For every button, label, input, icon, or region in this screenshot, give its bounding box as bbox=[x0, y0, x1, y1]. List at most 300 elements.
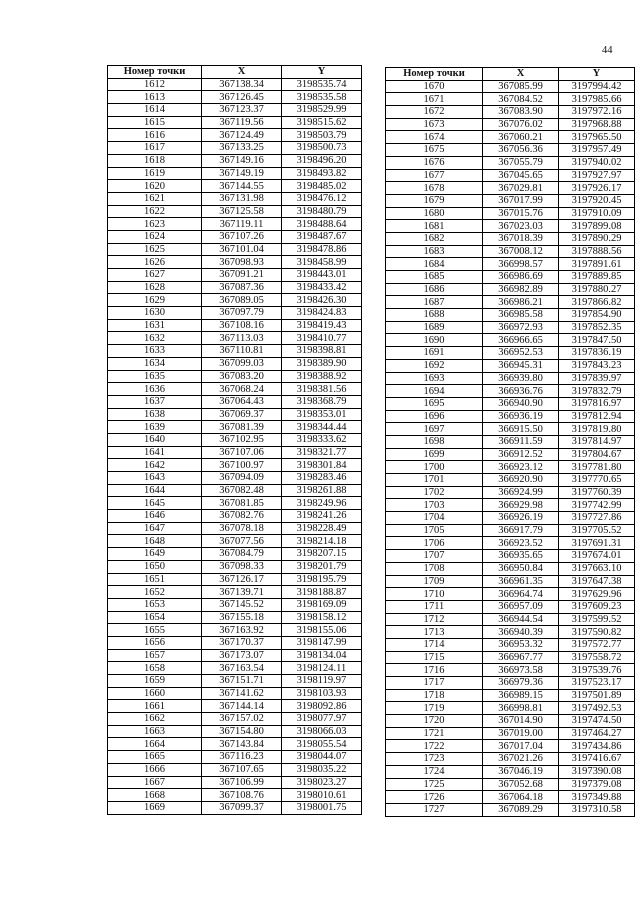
x-coordinate-cell: 366923.12 bbox=[483, 461, 559, 474]
point-number-cell: 1630 bbox=[108, 307, 202, 320]
y-coordinate-cell: 3197539.76 bbox=[559, 664, 635, 677]
x-coordinate-cell: 366982.89 bbox=[483, 283, 559, 296]
table-row bbox=[386, 651, 635, 664]
x-coordinate-cell: 367143.84 bbox=[202, 738, 282, 751]
point-number-cell: 1694 bbox=[386, 385, 483, 398]
point-number-cell: 1689 bbox=[386, 321, 483, 334]
point-number-cell: 1635 bbox=[108, 370, 202, 383]
x-coordinate-cell: 367014.90 bbox=[483, 715, 559, 728]
x-coordinate-cell: 367098.93 bbox=[202, 256, 282, 269]
y-coordinate-cell: 3198001.75 bbox=[282, 801, 362, 814]
point-number-cell: 1703 bbox=[386, 499, 483, 512]
x-coordinate-cell: 366935.65 bbox=[483, 550, 559, 563]
x-coordinate-cell: 366944.54 bbox=[483, 613, 559, 626]
table-row bbox=[386, 385, 635, 398]
point-number-cell: 1682 bbox=[386, 232, 483, 245]
table-row bbox=[386, 613, 635, 626]
table-row bbox=[386, 220, 635, 233]
y-coordinate-cell: 3197674.01 bbox=[559, 550, 635, 563]
table-row bbox=[108, 738, 362, 751]
y-coordinate-cell: 3197349.88 bbox=[559, 791, 635, 804]
point-number-cell: 1684 bbox=[386, 258, 483, 271]
point-number-cell: 1674 bbox=[386, 131, 483, 144]
table-row bbox=[108, 675, 362, 688]
point-number-cell: 1690 bbox=[386, 334, 483, 347]
point-number-cell: 1623 bbox=[108, 218, 202, 231]
table-row bbox=[108, 611, 362, 624]
table-row bbox=[108, 484, 362, 497]
table-row bbox=[386, 93, 635, 106]
table-row bbox=[386, 232, 635, 245]
table-row bbox=[108, 446, 362, 459]
x-coordinate-cell: 366929.98 bbox=[483, 499, 559, 512]
y-coordinate-cell: 3197629.96 bbox=[559, 588, 635, 601]
y-coordinate-cell: 3197434.86 bbox=[559, 740, 635, 753]
y-coordinate-cell: 3198493.82 bbox=[282, 167, 362, 180]
y-coordinate-cell: 3198478.86 bbox=[282, 243, 362, 256]
x-coordinate-cell: 366940.90 bbox=[483, 397, 559, 410]
point-number-cell: 1678 bbox=[386, 182, 483, 195]
x-coordinate-cell: 367077.56 bbox=[202, 535, 282, 548]
point-number-cell: 1643 bbox=[108, 472, 202, 485]
y-coordinate-cell: 3197968.88 bbox=[559, 118, 635, 131]
table-row bbox=[386, 245, 635, 258]
point-number-cell: 1670 bbox=[386, 80, 483, 93]
y-coordinate-cell: 3198389.90 bbox=[282, 357, 362, 370]
y-coordinate-cell: 3197889.85 bbox=[559, 271, 635, 284]
y-coordinate-cell: 3197814.97 bbox=[559, 435, 635, 448]
y-coordinate-cell: 3197940.02 bbox=[559, 156, 635, 169]
table-row bbox=[386, 689, 635, 702]
y-coordinate-cell: 3198207.15 bbox=[282, 548, 362, 561]
table-row bbox=[108, 294, 362, 307]
x-coordinate-cell: 366923.52 bbox=[483, 537, 559, 550]
point-number-cell: 1619 bbox=[108, 167, 202, 180]
table-row bbox=[108, 218, 362, 231]
point-number-cell: 1636 bbox=[108, 383, 202, 396]
table-row bbox=[386, 486, 635, 499]
x-coordinate-cell: 367149.16 bbox=[202, 154, 282, 167]
y-coordinate-cell: 3197760.39 bbox=[559, 486, 635, 499]
table-header-row bbox=[386, 68, 635, 81]
y-coordinate-cell: 3198333.62 bbox=[282, 433, 362, 446]
y-coordinate-cell: 3197880.27 bbox=[559, 283, 635, 296]
table-row bbox=[386, 309, 635, 322]
table-row bbox=[386, 562, 635, 575]
point-number-cell: 1649 bbox=[108, 548, 202, 561]
y-coordinate-cell: 3198458.99 bbox=[282, 256, 362, 269]
table-row bbox=[108, 687, 362, 700]
point-number-cell: 1664 bbox=[108, 738, 202, 751]
point-number-cell: 1668 bbox=[108, 789, 202, 802]
table-row bbox=[108, 535, 362, 548]
header-point-number: Номер точки bbox=[386, 68, 483, 81]
y-coordinate-cell: 3198155.06 bbox=[282, 624, 362, 637]
table-row bbox=[108, 370, 362, 383]
y-coordinate-cell: 3198103.93 bbox=[282, 687, 362, 700]
table-row bbox=[108, 243, 362, 256]
x-coordinate-cell: 366964.74 bbox=[483, 588, 559, 601]
x-coordinate-cell: 367151.71 bbox=[202, 675, 282, 688]
y-coordinate-cell: 3198480.79 bbox=[282, 205, 362, 218]
point-number-cell: 1661 bbox=[108, 700, 202, 713]
x-coordinate-cell: 367083.90 bbox=[483, 106, 559, 119]
x-coordinate-cell: 367139.71 bbox=[202, 586, 282, 599]
y-coordinate-cell: 3197972.16 bbox=[559, 106, 635, 119]
point-number-cell: 1648 bbox=[108, 535, 202, 548]
table-row bbox=[108, 789, 362, 802]
point-number-cell: 1709 bbox=[386, 575, 483, 588]
point-number-cell: 1721 bbox=[386, 727, 483, 740]
table-row bbox=[108, 269, 362, 282]
point-number-cell: 1637 bbox=[108, 395, 202, 408]
y-coordinate-cell: 3197590.82 bbox=[559, 626, 635, 639]
x-coordinate-cell: 366926.19 bbox=[483, 512, 559, 525]
point-number-cell: 1722 bbox=[386, 740, 483, 753]
y-coordinate-cell: 3197727.86 bbox=[559, 512, 635, 525]
table-row bbox=[108, 142, 362, 155]
y-coordinate-cell: 3198485.02 bbox=[282, 180, 362, 193]
table-body-right bbox=[386, 80, 635, 816]
y-coordinate-cell: 3198195.79 bbox=[282, 573, 362, 586]
header-x: X bbox=[483, 68, 559, 81]
table-row bbox=[386, 765, 635, 778]
y-coordinate-cell: 3197957.49 bbox=[559, 144, 635, 157]
point-number-cell: 1625 bbox=[108, 243, 202, 256]
table-row bbox=[386, 575, 635, 588]
table-row bbox=[386, 753, 635, 766]
y-coordinate-cell: 3198169.09 bbox=[282, 598, 362, 611]
point-number-cell: 1669 bbox=[108, 801, 202, 814]
x-coordinate-cell: 366979.36 bbox=[483, 677, 559, 690]
point-number-cell: 1667 bbox=[108, 776, 202, 789]
point-number-cell: 1723 bbox=[386, 753, 483, 766]
y-coordinate-cell: 3198515.62 bbox=[282, 116, 362, 129]
y-coordinate-cell: 3197523.17 bbox=[559, 677, 635, 690]
table-row bbox=[108, 230, 362, 243]
point-number-cell: 1685 bbox=[386, 271, 483, 284]
table-row bbox=[108, 383, 362, 396]
x-coordinate-cell: 367144.55 bbox=[202, 180, 282, 193]
x-coordinate-cell: 367019.00 bbox=[483, 727, 559, 740]
y-coordinate-cell: 3197819.80 bbox=[559, 423, 635, 436]
header-y: Y bbox=[282, 66, 362, 79]
x-coordinate-cell: 367154.80 bbox=[202, 725, 282, 738]
table-row bbox=[108, 497, 362, 510]
x-coordinate-cell: 367085.99 bbox=[483, 80, 559, 93]
point-number-cell: 1618 bbox=[108, 154, 202, 167]
point-number-cell: 1726 bbox=[386, 791, 483, 804]
point-number-cell: 1647 bbox=[108, 522, 202, 535]
point-number-cell: 1645 bbox=[108, 497, 202, 510]
x-coordinate-cell: 367119.11 bbox=[202, 218, 282, 231]
x-coordinate-cell: 367064.18 bbox=[483, 791, 559, 804]
y-coordinate-cell: 3198443.01 bbox=[282, 269, 362, 282]
header-point-number: Номер точки bbox=[108, 66, 202, 79]
table-body-left bbox=[108, 78, 362, 814]
y-coordinate-cell: 3198214.18 bbox=[282, 535, 362, 548]
x-coordinate-cell: 367084.79 bbox=[202, 548, 282, 561]
point-number-cell: 1675 bbox=[386, 144, 483, 157]
table-row bbox=[108, 192, 362, 205]
point-number-cell: 1631 bbox=[108, 319, 202, 332]
y-coordinate-cell: 3197847.50 bbox=[559, 334, 635, 347]
y-coordinate-cell: 3198503.79 bbox=[282, 129, 362, 142]
table-row bbox=[386, 727, 635, 740]
table-row bbox=[386, 638, 635, 651]
x-coordinate-cell: 367097.79 bbox=[202, 307, 282, 320]
y-coordinate-cell: 3197839.97 bbox=[559, 372, 635, 385]
point-number-cell: 1638 bbox=[108, 408, 202, 421]
point-number-cell: 1651 bbox=[108, 573, 202, 586]
point-number-cell: 1724 bbox=[386, 765, 483, 778]
table-row bbox=[386, 702, 635, 715]
y-coordinate-cell: 3198283.46 bbox=[282, 472, 362, 485]
table-row bbox=[386, 283, 635, 296]
x-coordinate-cell: 367101.04 bbox=[202, 243, 282, 256]
x-coordinate-cell: 366989.15 bbox=[483, 689, 559, 702]
x-coordinate-cell: 366953.32 bbox=[483, 638, 559, 651]
table-row bbox=[386, 131, 635, 144]
table-row bbox=[108, 700, 362, 713]
x-coordinate-cell: 366936.19 bbox=[483, 410, 559, 423]
table-row bbox=[108, 180, 362, 193]
point-number-cell: 1713 bbox=[386, 626, 483, 639]
point-number-cell: 1695 bbox=[386, 397, 483, 410]
x-coordinate-cell: 367125.58 bbox=[202, 205, 282, 218]
y-coordinate-cell: 3197926.17 bbox=[559, 182, 635, 195]
y-coordinate-cell: 3198010.61 bbox=[282, 789, 362, 802]
x-coordinate-cell: 367106.99 bbox=[202, 776, 282, 789]
x-coordinate-cell: 366967.77 bbox=[483, 651, 559, 664]
y-coordinate-cell: 3197558.72 bbox=[559, 651, 635, 664]
point-number-cell: 1628 bbox=[108, 281, 202, 294]
point-number-cell: 1710 bbox=[386, 588, 483, 601]
x-coordinate-cell: 367133.25 bbox=[202, 142, 282, 155]
x-coordinate-cell: 367119.56 bbox=[202, 116, 282, 129]
x-coordinate-cell: 366952.53 bbox=[483, 347, 559, 360]
point-number-cell: 1644 bbox=[108, 484, 202, 497]
y-coordinate-cell: 3198496.20 bbox=[282, 154, 362, 167]
point-number-cell: 1680 bbox=[386, 207, 483, 220]
point-number-cell: 1681 bbox=[386, 220, 483, 233]
table-row bbox=[108, 624, 362, 637]
point-number-cell: 1677 bbox=[386, 169, 483, 182]
x-coordinate-cell: 367052.68 bbox=[483, 778, 559, 791]
table-row bbox=[386, 715, 635, 728]
x-coordinate-cell: 367078.18 bbox=[202, 522, 282, 535]
y-coordinate-cell: 3197804.67 bbox=[559, 448, 635, 461]
point-number-cell: 1657 bbox=[108, 649, 202, 662]
header-y: Y bbox=[559, 68, 635, 81]
y-coordinate-cell: 3198241.26 bbox=[282, 510, 362, 523]
table-row bbox=[108, 345, 362, 358]
x-coordinate-cell: 366998.81 bbox=[483, 702, 559, 715]
point-number-cell: 1714 bbox=[386, 638, 483, 651]
point-number-cell: 1707 bbox=[386, 550, 483, 563]
point-number-cell: 1660 bbox=[108, 687, 202, 700]
coordinates-table-left bbox=[107, 65, 362, 815]
x-coordinate-cell: 367056.36 bbox=[483, 144, 559, 157]
y-coordinate-cell: 3198353.01 bbox=[282, 408, 362, 421]
table-row bbox=[108, 649, 362, 662]
point-number-cell: 1717 bbox=[386, 677, 483, 690]
table-row bbox=[386, 512, 635, 525]
point-number-cell: 1665 bbox=[108, 751, 202, 764]
point-number-cell: 1614 bbox=[108, 104, 202, 117]
x-coordinate-cell: 367068.24 bbox=[202, 383, 282, 396]
table-row bbox=[386, 778, 635, 791]
y-coordinate-cell: 3197416.67 bbox=[559, 753, 635, 766]
point-number-cell: 1686 bbox=[386, 283, 483, 296]
table-row bbox=[108, 116, 362, 129]
table-row bbox=[386, 499, 635, 512]
table-row bbox=[386, 600, 635, 613]
point-number-cell: 1639 bbox=[108, 421, 202, 434]
table-row bbox=[108, 205, 362, 218]
table-row bbox=[386, 347, 635, 360]
table-row bbox=[386, 80, 635, 93]
table-row bbox=[386, 791, 635, 804]
y-coordinate-cell: 3197985.66 bbox=[559, 93, 635, 106]
y-coordinate-cell: 3198066.03 bbox=[282, 725, 362, 738]
y-coordinate-cell: 3198344.44 bbox=[282, 421, 362, 434]
point-number-cell: 1620 bbox=[108, 180, 202, 193]
point-number-cell: 1624 bbox=[108, 230, 202, 243]
x-coordinate-cell: 367163.92 bbox=[202, 624, 282, 637]
y-coordinate-cell: 3197843.23 bbox=[559, 359, 635, 372]
x-coordinate-cell: 367098.33 bbox=[202, 560, 282, 573]
point-number-cell: 1701 bbox=[386, 474, 483, 487]
x-coordinate-cell: 367099.37 bbox=[202, 801, 282, 814]
header-x: X bbox=[202, 66, 282, 79]
x-coordinate-cell: 366950.84 bbox=[483, 562, 559, 575]
x-coordinate-cell: 366957.09 bbox=[483, 600, 559, 613]
point-number-cell: 1679 bbox=[386, 194, 483, 207]
y-coordinate-cell: 3197927.97 bbox=[559, 169, 635, 182]
point-number-cell: 1629 bbox=[108, 294, 202, 307]
y-coordinate-cell: 3197705.52 bbox=[559, 524, 635, 537]
x-coordinate-cell: 367157.02 bbox=[202, 713, 282, 726]
table-row bbox=[386, 194, 635, 207]
point-number-cell: 1656 bbox=[108, 636, 202, 649]
table-row bbox=[108, 459, 362, 472]
y-coordinate-cell: 3197816.97 bbox=[559, 397, 635, 410]
x-coordinate-cell: 367149.19 bbox=[202, 167, 282, 180]
y-coordinate-cell: 3197663.10 bbox=[559, 562, 635, 575]
y-coordinate-cell: 3197888.56 bbox=[559, 245, 635, 258]
point-number-cell: 1688 bbox=[386, 309, 483, 322]
table-row bbox=[386, 296, 635, 309]
table-row bbox=[108, 636, 362, 649]
x-coordinate-cell: 367087.36 bbox=[202, 281, 282, 294]
y-coordinate-cell: 3197572.77 bbox=[559, 638, 635, 651]
point-number-cell: 1672 bbox=[386, 106, 483, 119]
y-coordinate-cell: 3197474.50 bbox=[559, 715, 635, 728]
x-coordinate-cell: 367081.39 bbox=[202, 421, 282, 434]
y-coordinate-cell: 3198188.87 bbox=[282, 586, 362, 599]
point-number-cell: 1683 bbox=[386, 245, 483, 258]
table-row bbox=[386, 474, 635, 487]
y-coordinate-cell: 3197647.38 bbox=[559, 575, 635, 588]
table-row bbox=[386, 435, 635, 448]
y-coordinate-cell: 3197691.31 bbox=[559, 537, 635, 550]
point-number-cell: 1613 bbox=[108, 91, 202, 104]
y-coordinate-cell: 3198134.04 bbox=[282, 649, 362, 662]
point-number-cell: 1691 bbox=[386, 347, 483, 360]
y-coordinate-cell: 3197910.09 bbox=[559, 207, 635, 220]
point-number-cell: 1642 bbox=[108, 459, 202, 472]
x-coordinate-cell: 367082.76 bbox=[202, 510, 282, 523]
table-row bbox=[386, 321, 635, 334]
y-coordinate-cell: 3198476.12 bbox=[282, 192, 362, 205]
y-coordinate-cell: 3198044.07 bbox=[282, 751, 362, 764]
x-coordinate-cell: 367089.05 bbox=[202, 294, 282, 307]
table-row bbox=[108, 586, 362, 599]
point-number-cell: 1666 bbox=[108, 763, 202, 776]
y-coordinate-cell: 3198424.83 bbox=[282, 307, 362, 320]
table-row bbox=[108, 129, 362, 142]
table-row bbox=[108, 91, 362, 104]
table-row bbox=[108, 751, 362, 764]
x-coordinate-cell: 367064.43 bbox=[202, 395, 282, 408]
x-coordinate-cell: 367029.81 bbox=[483, 182, 559, 195]
x-coordinate-cell: 367008.12 bbox=[483, 245, 559, 258]
table-row bbox=[386, 448, 635, 461]
point-number-cell: 1621 bbox=[108, 192, 202, 205]
point-number-cell: 1634 bbox=[108, 357, 202, 370]
table-row bbox=[386, 118, 635, 131]
table-row bbox=[108, 713, 362, 726]
y-coordinate-cell: 3197890.29 bbox=[559, 232, 635, 245]
point-number-cell: 1671 bbox=[386, 93, 483, 106]
x-coordinate-cell: 366998.57 bbox=[483, 258, 559, 271]
point-number-cell: 1725 bbox=[386, 778, 483, 791]
x-coordinate-cell: 367076.02 bbox=[483, 118, 559, 131]
y-coordinate-cell: 3198535.58 bbox=[282, 91, 362, 104]
x-coordinate-cell: 366939.80 bbox=[483, 372, 559, 385]
y-coordinate-cell: 3198321.77 bbox=[282, 446, 362, 459]
x-coordinate-cell: 366911.59 bbox=[483, 435, 559, 448]
table-row bbox=[386, 550, 635, 563]
table-row bbox=[108, 472, 362, 485]
x-coordinate-cell: 367108.16 bbox=[202, 319, 282, 332]
point-number-cell: 1650 bbox=[108, 560, 202, 573]
table-row bbox=[386, 169, 635, 182]
x-coordinate-cell: 367081.85 bbox=[202, 497, 282, 510]
point-number-cell: 1617 bbox=[108, 142, 202, 155]
point-number-cell: 1719 bbox=[386, 702, 483, 715]
x-coordinate-cell: 367091.21 bbox=[202, 269, 282, 282]
y-coordinate-cell: 3198488.64 bbox=[282, 218, 362, 231]
point-number-cell: 1698 bbox=[386, 435, 483, 448]
table-row bbox=[386, 537, 635, 550]
y-coordinate-cell: 3198158.12 bbox=[282, 611, 362, 624]
y-coordinate-cell: 3198119.97 bbox=[282, 675, 362, 688]
table-row bbox=[108, 319, 362, 332]
y-coordinate-cell: 3197492.53 bbox=[559, 702, 635, 715]
table-row bbox=[386, 359, 635, 372]
x-coordinate-cell: 366986.69 bbox=[483, 271, 559, 284]
y-coordinate-cell: 3198249.96 bbox=[282, 497, 362, 510]
x-coordinate-cell: 367107.65 bbox=[202, 763, 282, 776]
x-coordinate-cell: 367126.17 bbox=[202, 573, 282, 586]
y-coordinate-cell: 3197742.99 bbox=[559, 499, 635, 512]
table-header-row bbox=[108, 66, 362, 79]
table-row bbox=[386, 258, 635, 271]
point-number-cell: 1659 bbox=[108, 675, 202, 688]
x-coordinate-cell: 367082.48 bbox=[202, 484, 282, 497]
